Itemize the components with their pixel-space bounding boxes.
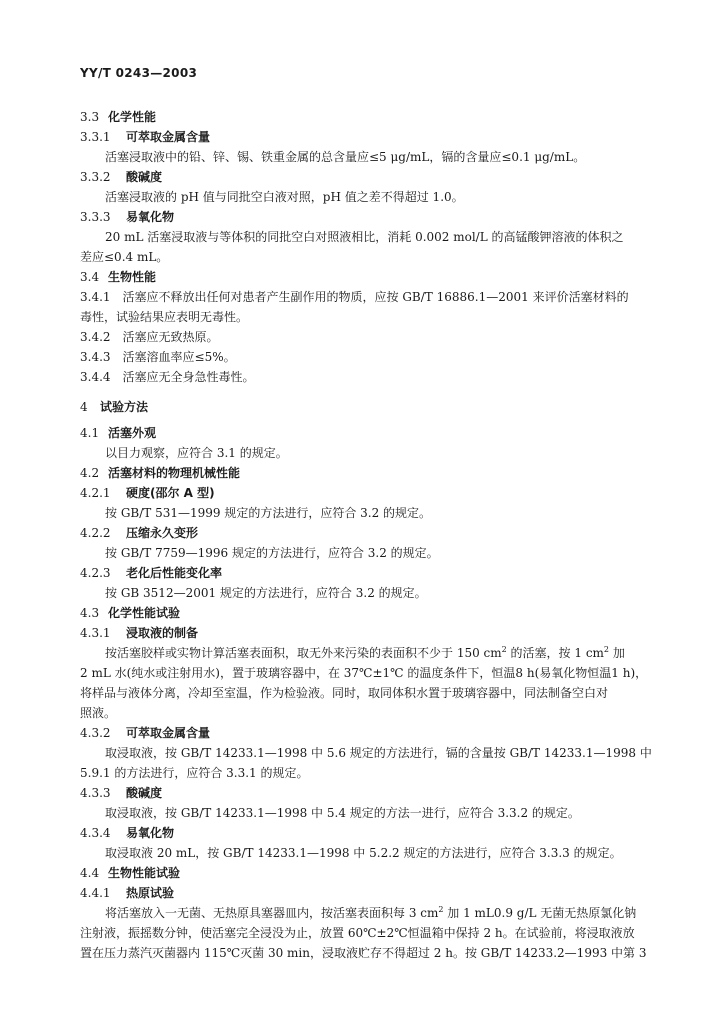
paragraph-line: 照液。 <box>80 706 117 720</box>
paragraph-line: 3.4.3 活塞溶血率应≤5%。 <box>80 350 236 364</box>
paragraph-line: 3.4.2 活塞应无致热原。 <box>80 330 219 344</box>
section-heading: 4.4.1 热原试验 <box>80 886 175 900</box>
section-heading: 3.3.2 酸碱度 <box>80 170 163 184</box>
section-heading: 4.2.3 老化后性能变化率 <box>80 566 223 580</box>
section-heading: 4.3.2 可萃取金属含量 <box>80 726 211 740</box>
paragraph-line: 活塞浸取液的 pH 值与同批空白液对照，pH 值之差不得超过 1.0。 <box>105 190 464 204</box>
paragraph-line: 毒性，试验结果应表明无毒性。 <box>80 310 249 324</box>
section-heading: 4.3 化学性能试验 <box>80 606 181 620</box>
paragraph-line: 2 mL 水(纯水或注射用水)，置于玻璃容器中，在 37℃±1℃ 的温度条件下，恒温8 h(易氧化物恒温1 h)， <box>80 666 648 680</box>
paragraph-line: 将样品与液体分离，冷却至室温，作为检验液。同时，取同体积水置于玻璃容器中，同法制备空白对 <box>80 686 609 700</box>
paragraph-line: 活塞浸取液中的铅、锌、锡、铁重金属的总含量应≤5 μg/mL，镉的含量应≤0.1 μg/mL。 <box>105 150 586 164</box>
document-header: YY/T 0243—2003 <box>80 66 198 80</box>
paragraph-line: 以目力观察，应符合 3.1 的规定。 <box>105 446 288 460</box>
section-heading: 3.3.3 易氧化物 <box>80 210 175 224</box>
section-heading: 4.3.1 浸取液的制备 <box>80 626 199 640</box>
paragraph-line: 取浸取液 20 mL，按 GB/T 14233.1—1998 中 5.2.2 规定的方法进行，应符合 3.3.3 的规定。 <box>105 846 622 860</box>
section-heading: 3.3.1 可萃取金属含量 <box>80 130 211 144</box>
paragraph-line: 差应≤0.4 mL。 <box>80 250 169 264</box>
section-heading: 4.3.3 酸碱度 <box>80 786 163 800</box>
paragraph-line: 将活塞放入一无菌、无热原具塞器皿内，按活塞表面积每 3 $cm^2$ 加 1 mL0.9 g/L 无菌无热原氯化钠 <box>105 905 637 920</box>
paragraph-line: 按活塞胶样或实物计算活塞表面积，取无外来污染的表面积不少于 150 $cm^2$ 的活塞，按 1 $cm^2$ 加 <box>105 645 625 660</box>
paragraph-line: 取浸取液，按 GB/T 14233.1—1998 中 5.4 规定的方法一进行，应符合 3.3.2 的规定。 <box>105 806 580 820</box>
paragraph-line: 20 mL 活塞浸取液与等体积的同批空白对照液相比，消耗 0.002 mol/L 的高锰酸钾溶液的体积之 <box>105 230 624 244</box>
section-heading: 4.2.2 压缩永久变形 <box>80 526 199 540</box>
paragraph-line: 5.9.1 的方法进行，应符合 3.3.1 的规定。 <box>80 766 309 780</box>
paragraph-line: 注射液，振摇数分钟，使活塞完全浸没为止，放置 60℃±2℃恒温箱中保持 2 h。在试验前，将浸取液放 <box>80 926 635 940</box>
chapter-heading: 4 试验方法 <box>80 400 149 414</box>
paragraph-line: 置在压力蒸汽灭菌器内 115℃灭菌 30 min，浸取液贮存不得超过 2 h。按 GB/T 14233.2—1993 中第 3 <box>80 946 647 960</box>
paragraph-line: 取浸取液，按 GB/T 14233.1—1998 中 5.6 规定的方法进行，镉的含量按 GB/T 14233.1—1998 中 <box>105 746 652 760</box>
section-heading: 3.4 生物性能 <box>80 270 157 284</box>
section-heading: 4.3.4 易氧化物 <box>80 826 175 840</box>
section-heading: 4.4 生物性能试验 <box>80 866 181 880</box>
section-heading: 3.3 化学性能 <box>80 110 157 124</box>
paragraph-line: 按 GB 3512—2001 规定的方法进行，应符合 3.2 的规定。 <box>105 586 427 600</box>
paragraph-line: 按 GB/T 7759—1996 规定的方法进行，应符合 3.2 的规定。 <box>105 546 439 560</box>
paragraph-line: 3.4.1 活塞应不释放出任何对患者产生副作用的物质，应按 GB/T 16886.1—2001 来评价活塞材料的 <box>80 290 629 304</box>
section-heading: 4.1 活塞外观 <box>80 426 157 440</box>
section-heading: 4.2.1 硬度(邵尔 A 型) <box>80 486 215 500</box>
paragraph-line: 3.4.4 活塞应无全身急性毒性。 <box>80 370 255 384</box>
section-heading: 4.2 活塞材料的物理机械性能 <box>80 466 241 480</box>
paragraph-line: 按 GB/T 531—1999 规定的方法进行，应符合 3.2 的规定。 <box>105 506 432 520</box>
